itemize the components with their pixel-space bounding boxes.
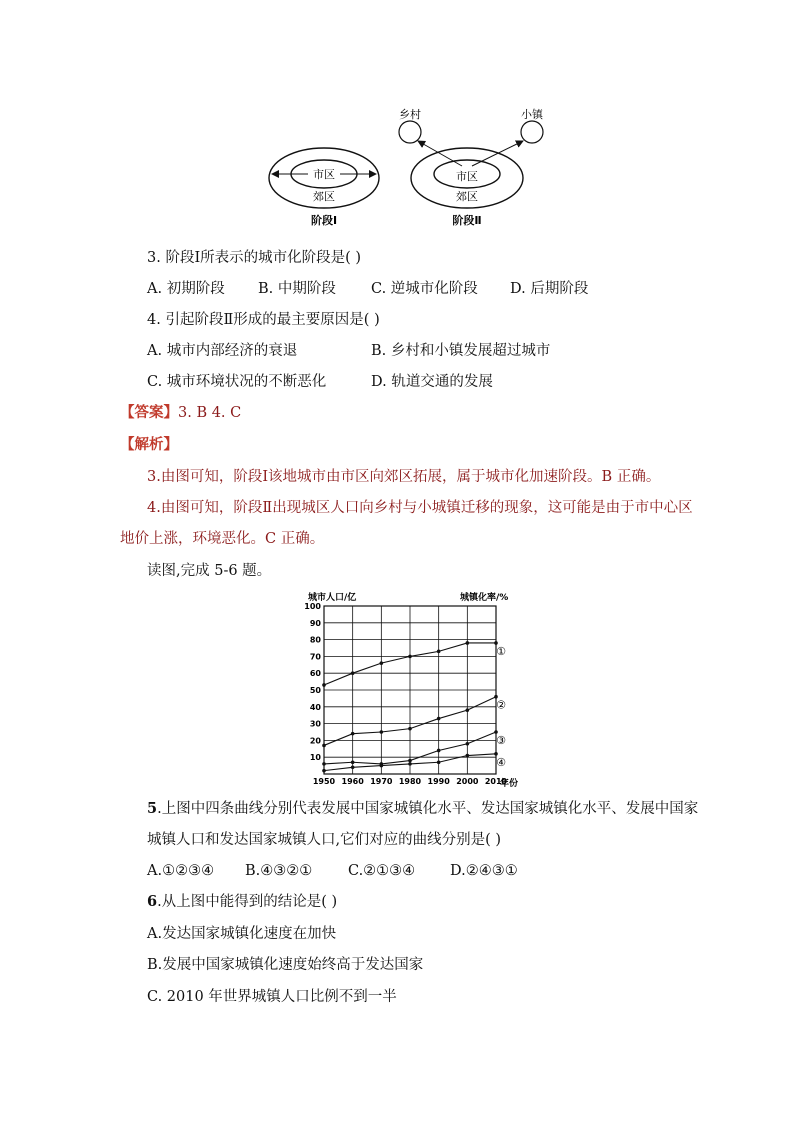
data-point — [351, 671, 355, 675]
q5-number: 5 — [147, 800, 158, 817]
x-axis-label: 年份 — [500, 779, 519, 789]
urbanization-line-chart — [300, 590, 530, 790]
data-point — [408, 762, 412, 766]
q4-option-a: A. 城市内部经济的衰退 — [147, 343, 298, 359]
y-tick-label: 10 — [309, 753, 321, 763]
data-point — [322, 762, 326, 766]
q5-option-b: B.④③②① — [245, 863, 313, 879]
q5-stem-line2: 城镇人口和发达国家城镇人口,它们对应的曲线分别是( ) — [147, 832, 502, 848]
urbanization-stage-diagram — [260, 100, 543, 230]
y-tick-label: 20 — [309, 736, 321, 746]
q4-option-d: D. 轨道交通的发展 — [371, 374, 493, 390]
q6-stem-text: .从上图中能得到的结论是( ) — [157, 894, 338, 910]
x-tick-label: 2000 — [456, 777, 479, 786]
y-tick-label: 60 — [309, 669, 321, 679]
series-label: ④ — [496, 755, 506, 769]
q5-option-a: A.①②③④ — [147, 863, 215, 879]
chart-grid — [324, 606, 496, 774]
data-point — [437, 749, 441, 753]
data-point — [466, 754, 470, 758]
q5-option-c: C.②①③④ — [348, 863, 416, 879]
data-point — [351, 760, 355, 764]
y-axis-right-label: 城镇化率/% — [460, 593, 509, 603]
y-tick-label: 40 — [309, 702, 321, 712]
data-point — [351, 765, 355, 769]
y-tick-label: 50 — [309, 686, 321, 695]
answer-tag: 【答案】 — [120, 404, 178, 421]
q5-option-d: D.②④③① — [450, 863, 518, 879]
stage1-caption: 阶段Ⅰ — [310, 214, 338, 227]
x-tick-label: 1970 — [370, 777, 393, 786]
analysis-tag: 【解析】 — [120, 436, 178, 453]
town-label: 小镇 — [521, 108, 543, 121]
q3-stem: 3. 阶段Ⅰ所表示的城市化阶段是( ) — [147, 250, 362, 266]
answer-line — [120, 403, 241, 423]
stage2-outer-label: 郊区 — [456, 190, 478, 203]
q3-option-c: C. 逆城市化阶段 — [371, 281, 478, 297]
series-label: ② — [496, 698, 506, 712]
stage2-inner-label: 市区 — [456, 170, 478, 183]
data-point — [380, 661, 384, 665]
village-label: 乡村 — [399, 108, 421, 121]
y-axis-left-label: 城市人口/亿 — [308, 593, 357, 603]
town-circle — [521, 121, 543, 143]
data-point — [466, 742, 470, 746]
data-point — [437, 760, 441, 764]
stage1-outer-label: 郊区 — [313, 190, 335, 203]
data-point — [408, 759, 412, 763]
x-tick-label: 1950 — [312, 777, 336, 786]
data-point — [322, 683, 326, 687]
data-point — [351, 732, 355, 736]
data-point — [322, 769, 326, 773]
chart-ticks — [304, 602, 507, 786]
q5-stem-line1 — [147, 799, 698, 819]
data-point — [437, 650, 441, 654]
series-label: ③ — [496, 734, 506, 747]
y-tick-label: 70 — [309, 652, 321, 662]
data-point — [408, 727, 412, 731]
q5-stem-text: .上图中四条曲线分别代表发展中国家城镇化水平、发达国家城镇化水平、发展中国家 — [157, 801, 699, 817]
analysis-q3: 3.由图可知，阶段Ⅰ该地城市由市区向郊区拓展，属于城市化加速阶段。B 正确。 — [147, 469, 661, 485]
q6-number: 6 — [147, 893, 158, 910]
analysis-q4-line1: 4.由图可知，阶段Ⅱ出现城区人口向乡村与小城镇迁移的现象，这可能是由于市中心区 — [147, 500, 693, 516]
x-tick-label: 2010 — [484, 777, 508, 786]
stage1-inner-label: 市区 — [313, 168, 335, 181]
q4-option-c: C. 城市环境状况的不断恶化 — [147, 374, 327, 390]
data-point — [466, 708, 470, 712]
y-tick-label: 90 — [309, 618, 321, 628]
q3-option-d: D. 后期阶段 — [510, 281, 589, 297]
arrow-to-village — [418, 141, 462, 166]
y-tick-label: 100 — [304, 602, 321, 611]
q4-option-b: B. 乡村和小镇发展超过城市 — [371, 343, 551, 359]
stage2-caption: 阶段Ⅱ — [452, 214, 482, 227]
data-point — [380, 730, 384, 734]
series-label: ① — [496, 644, 506, 658]
q3-option-b: B. 中期阶段 — [258, 281, 336, 297]
q6-option-c: C. 2010 年世界城镇人口比例不到一半 — [147, 989, 397, 1005]
data-point — [466, 641, 470, 645]
data-point — [380, 764, 384, 768]
y-tick-label: 30 — [309, 719, 321, 729]
q6-option-a: A.发达国家城镇化速度在加快 — [147, 926, 337, 942]
answer-text: 3. B 4. C — [178, 405, 242, 421]
analysis-q4-line2: 地价上涨，环境恶化。C 正确。 — [120, 531, 325, 547]
q6-option-b: B.发展中国家城镇化速度始终高于发达国家 — [147, 957, 424, 973]
q4-stem: 4. 引起阶段Ⅱ形成的最主要原因是( ) — [147, 312, 380, 328]
x-tick-label: 1990 — [427, 777, 450, 786]
x-tick-label: 1960 — [341, 777, 364, 786]
read-chart-intro: 读图,完成 5-6 题。 — [147, 563, 272, 579]
q3-option-a: A. 初期阶段 — [147, 281, 225, 297]
x-tick-label: 1980 — [398, 777, 422, 786]
q6-stem — [147, 892, 337, 912]
data-point — [408, 655, 412, 659]
data-point — [437, 717, 441, 721]
village-circle — [399, 121, 421, 143]
data-point — [322, 744, 326, 748]
y-tick-label: 80 — [309, 635, 321, 645]
